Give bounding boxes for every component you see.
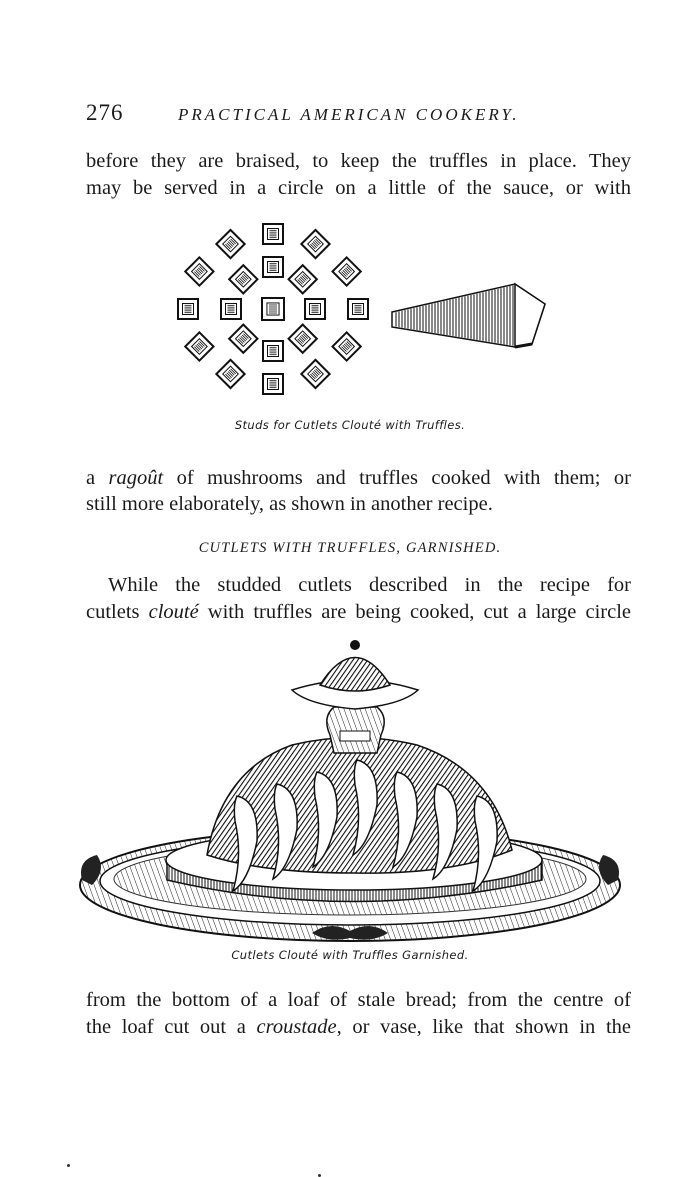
truffle-stud xyxy=(301,360,329,388)
paragraph-3-line-2 xyxy=(86,599,631,625)
truffle-stud xyxy=(263,224,283,244)
truffle-stud xyxy=(263,257,283,277)
text-run: a xyxy=(86,467,109,489)
truffle-stud xyxy=(301,230,329,258)
truffle-stud xyxy=(263,374,283,394)
truffle-stud xyxy=(216,360,244,388)
truffle-stud xyxy=(289,325,317,353)
truffle-stud xyxy=(221,299,241,319)
figure-1-caption: Studs for Cutlets Clouté with Truffles. xyxy=(234,418,466,432)
figure-2-caption: Cutlets Clouté with Truffles Garnished. xyxy=(231,948,469,962)
page-number: 276 xyxy=(86,100,124,125)
italic-term: croustade xyxy=(256,1016,337,1038)
page-header xyxy=(86,100,631,130)
paragraph-1-line-2: may be served in a circle on a little of the sauce, or with xyxy=(86,177,631,199)
truffle-stud xyxy=(229,325,257,353)
truffle-stud xyxy=(348,299,368,319)
truffle-stud xyxy=(263,341,283,361)
truffle-stud xyxy=(289,265,317,293)
paragraph-2-line-2: still more elaborately, as shown in another recipe. xyxy=(86,493,493,515)
text-run: with truffles are being cooked, cut a large circle xyxy=(198,601,631,623)
truffle-stud xyxy=(185,257,213,285)
text-run: , or vase, like that shown in the xyxy=(336,1016,631,1038)
running-title: PRACTICAL AMERICAN COOKERY. xyxy=(178,105,520,124)
truffle-wedge xyxy=(392,284,545,347)
croustade-vase xyxy=(292,640,418,753)
truffle-stud xyxy=(229,265,257,293)
truffle-stud xyxy=(332,257,360,285)
text-run: cutlets xyxy=(86,601,149,623)
print-speck xyxy=(67,1164,70,1167)
text-run: the loaf cut out a xyxy=(86,1016,257,1038)
text-run: of mushrooms and truffles cooked with them; or xyxy=(163,467,631,489)
paragraph-1-line-1: before they are braised, to keep the truffles in place. They xyxy=(86,150,631,172)
truffle-stud xyxy=(185,332,213,360)
paragraph-2-line-1 xyxy=(86,465,631,491)
truffle-stud xyxy=(262,298,284,320)
italic-term: clouté xyxy=(148,601,199,623)
garnished-cutlets-illustration xyxy=(72,635,632,945)
section-heading: CUTLETS WITH TRUFFLES, GARNISHED. xyxy=(198,540,502,556)
truffle-stud xyxy=(305,299,325,319)
paragraph-4-line-1: from the bottom of a loaf of stale bread; from the centre of xyxy=(86,989,631,1011)
truffle-stud xyxy=(216,230,244,258)
italic-term: ragoût xyxy=(108,467,164,489)
truffle-stud xyxy=(178,299,198,319)
truffle-stud xyxy=(332,332,360,360)
paragraph-3-line-1: While the studded cutlets described in the recipe for xyxy=(108,574,631,596)
truffle-studs-illustration xyxy=(170,214,570,414)
paragraph-4-line-2 xyxy=(86,1014,631,1040)
